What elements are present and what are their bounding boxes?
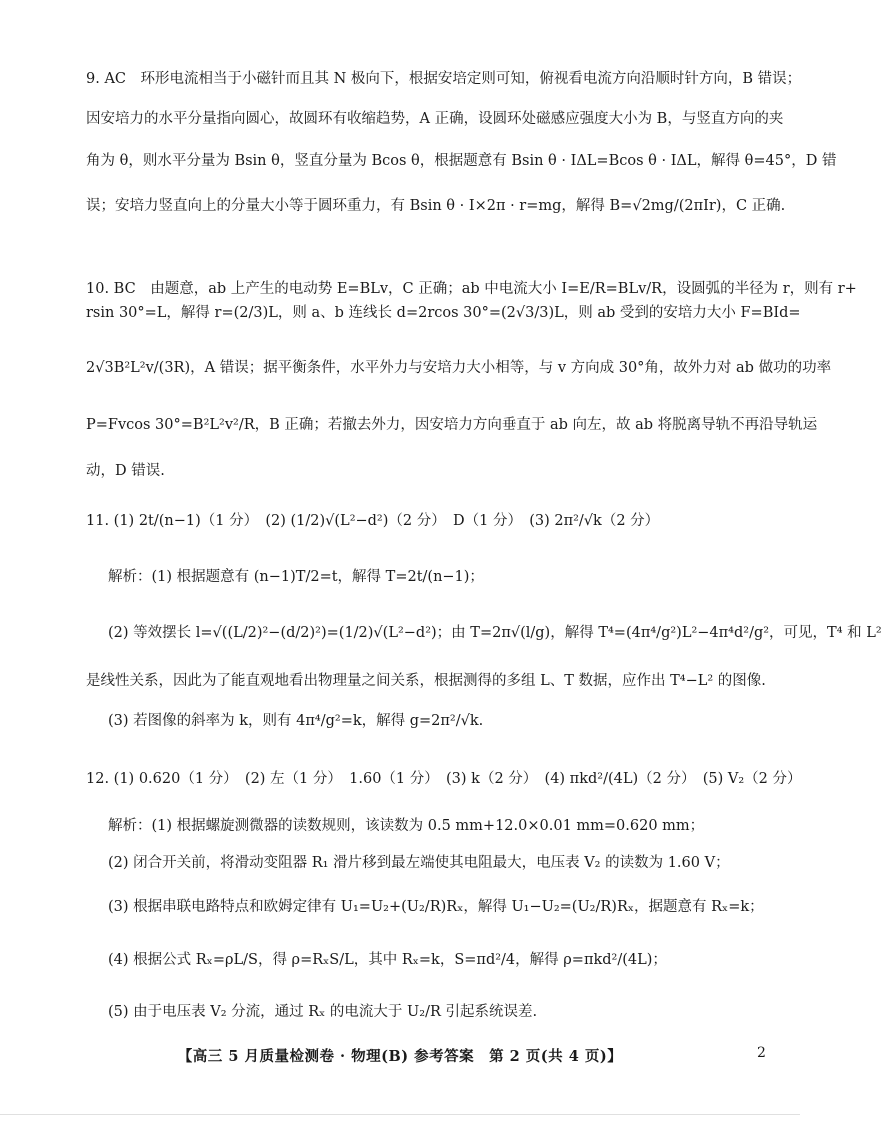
q10-line-1: 10. BC 由题意，ab 上产生的电动势 E=BLv，C 正确；ab 中电流大小 I=E/R=BLv/R，设圆弧的半径为 r，则有 r+ xyxy=(86,281,857,297)
q12-analysis-5: (5) 由于电压表 V₂ 分流，通过 Rₓ 的电流大于 U₂/R 引起系统误差. xyxy=(108,1004,538,1020)
q10-line-3: 2√3B²L²v/(3R)，A 错误；据平衡条件，水平外力与安培力大小相等，与 v 方向成 30°角，故外力对 ab 做功的功率 xyxy=(86,360,832,376)
q12-analysis-3: (3) 根据串联电路特点和欧姆定律有 U₁=U₂+(U₂/R)Rₓ，解得 U₁−U₂=(U₂/R)Rₓ，据题意有 Rₓ=k； xyxy=(108,899,764,915)
q12-analysis-2: (2) 闭合开关前，将滑动变阻器 R₁ 滑片移到最左端使其电阻最大，电压表 V₂ 的读数为 1.60 V； xyxy=(108,855,730,871)
q11-analysis-4: (3) 若图像的斜率为 k，则有 4π⁴/g²=k，解得 g=2π²/√k. xyxy=(108,713,484,729)
q10-line-2: rsin 30°=L，解得 r=(2/3)L，则 a、b 连线长 d=2rcos 30°=(2√3/3)L，则 ab 受到的安培力大小 F=BId= xyxy=(86,305,801,321)
q10-line-4: P=Fvcos 30°=B²L²v²/R，B 正确；若撤去外力，因安培力方向垂直于 ab 向左，故 ab 将脱离导轨不再沿导轨运 xyxy=(86,417,818,433)
corner-page-mark: 2 xyxy=(757,1045,766,1061)
q9-line-2: 因安培力的水平分量指向圆心，故圆环有收缩趋势，A 正确，设圆环处磁感应强度大小为 B，与竖直方向的夹 xyxy=(86,111,784,127)
q9-line-4: 误；安培力竖直向上的分量大小等于圆环重力，有 Bsin θ · I×2π · r=mg，解得 B=√2mg/(2πIr)，C 正确. xyxy=(86,198,786,214)
page-footer: 【高三 5 月质量检测卷 · 物理(B) 参考答案 第 2 页(共 4 页)】 xyxy=(177,1048,623,1065)
q9-line-1: 9. AC 环形电流相当于小磁针而且其 N 极向下，根据安培定则可知，俯视看电流方向沿顺时针方向，B 错误； xyxy=(86,71,802,87)
q10-line-5: 动，D 错误. xyxy=(86,463,165,479)
q11-analysis-2: (2) 等效摆长 l=√((L/2)²−(d/2)²)=(1/2)√(L²−d²)；由 T=2π√(l/g)，解得 T⁴=(4π⁴/g²)L²−4π⁴d²/g²，可见，T⁴ 和 L² xyxy=(108,625,882,641)
q9-line-3: 角为 θ，则水平分量为 Bsin θ，竖直分量为 Bcos θ，根据题意有 Bsin θ · IΔL=Bcos θ · IΔL，解得 θ=45°，D 错 xyxy=(86,153,837,169)
q11-analysis-1: 解析：(1) 根据题意有 (n−1)T/2=t，解得 T=2t/(n−1)； xyxy=(108,569,484,585)
q11-analysis-3: 是线性关系，因此为了能直观地看出物理量之间关系，根据测得的多组 L、T 数据，应作出 T⁴−L² 的图像. xyxy=(86,673,766,689)
q12-answer-line: 12. (1) 0.620（1 分） (2) 左（1 分） 1.60（1 分） (3) k（2 分） (4) πkd²/(4L)（2 分） (5) V₂（2 分） xyxy=(86,771,802,787)
q12-analysis-4: (4) 根据公式 Rₓ=ρL/S，得 ρ=RₓS/L，其中 Rₓ=k，S=πd²/4，解得 ρ=πkd²/(4L)； xyxy=(108,952,667,968)
q12-analysis-1: 解析：(1) 根据螺旋测微器的读数规则，该读数为 0.5 mm+12.0×0.01 mm=0.620 mm； xyxy=(108,818,705,834)
bottom-divider xyxy=(0,1114,800,1115)
q11-answer-line: 11. (1) 2t/(n−1)（1 分） (2) (1/2)√(L²−d²)（2 分） D（1 分） (3) 2π²/√k（2 分） xyxy=(86,513,660,529)
